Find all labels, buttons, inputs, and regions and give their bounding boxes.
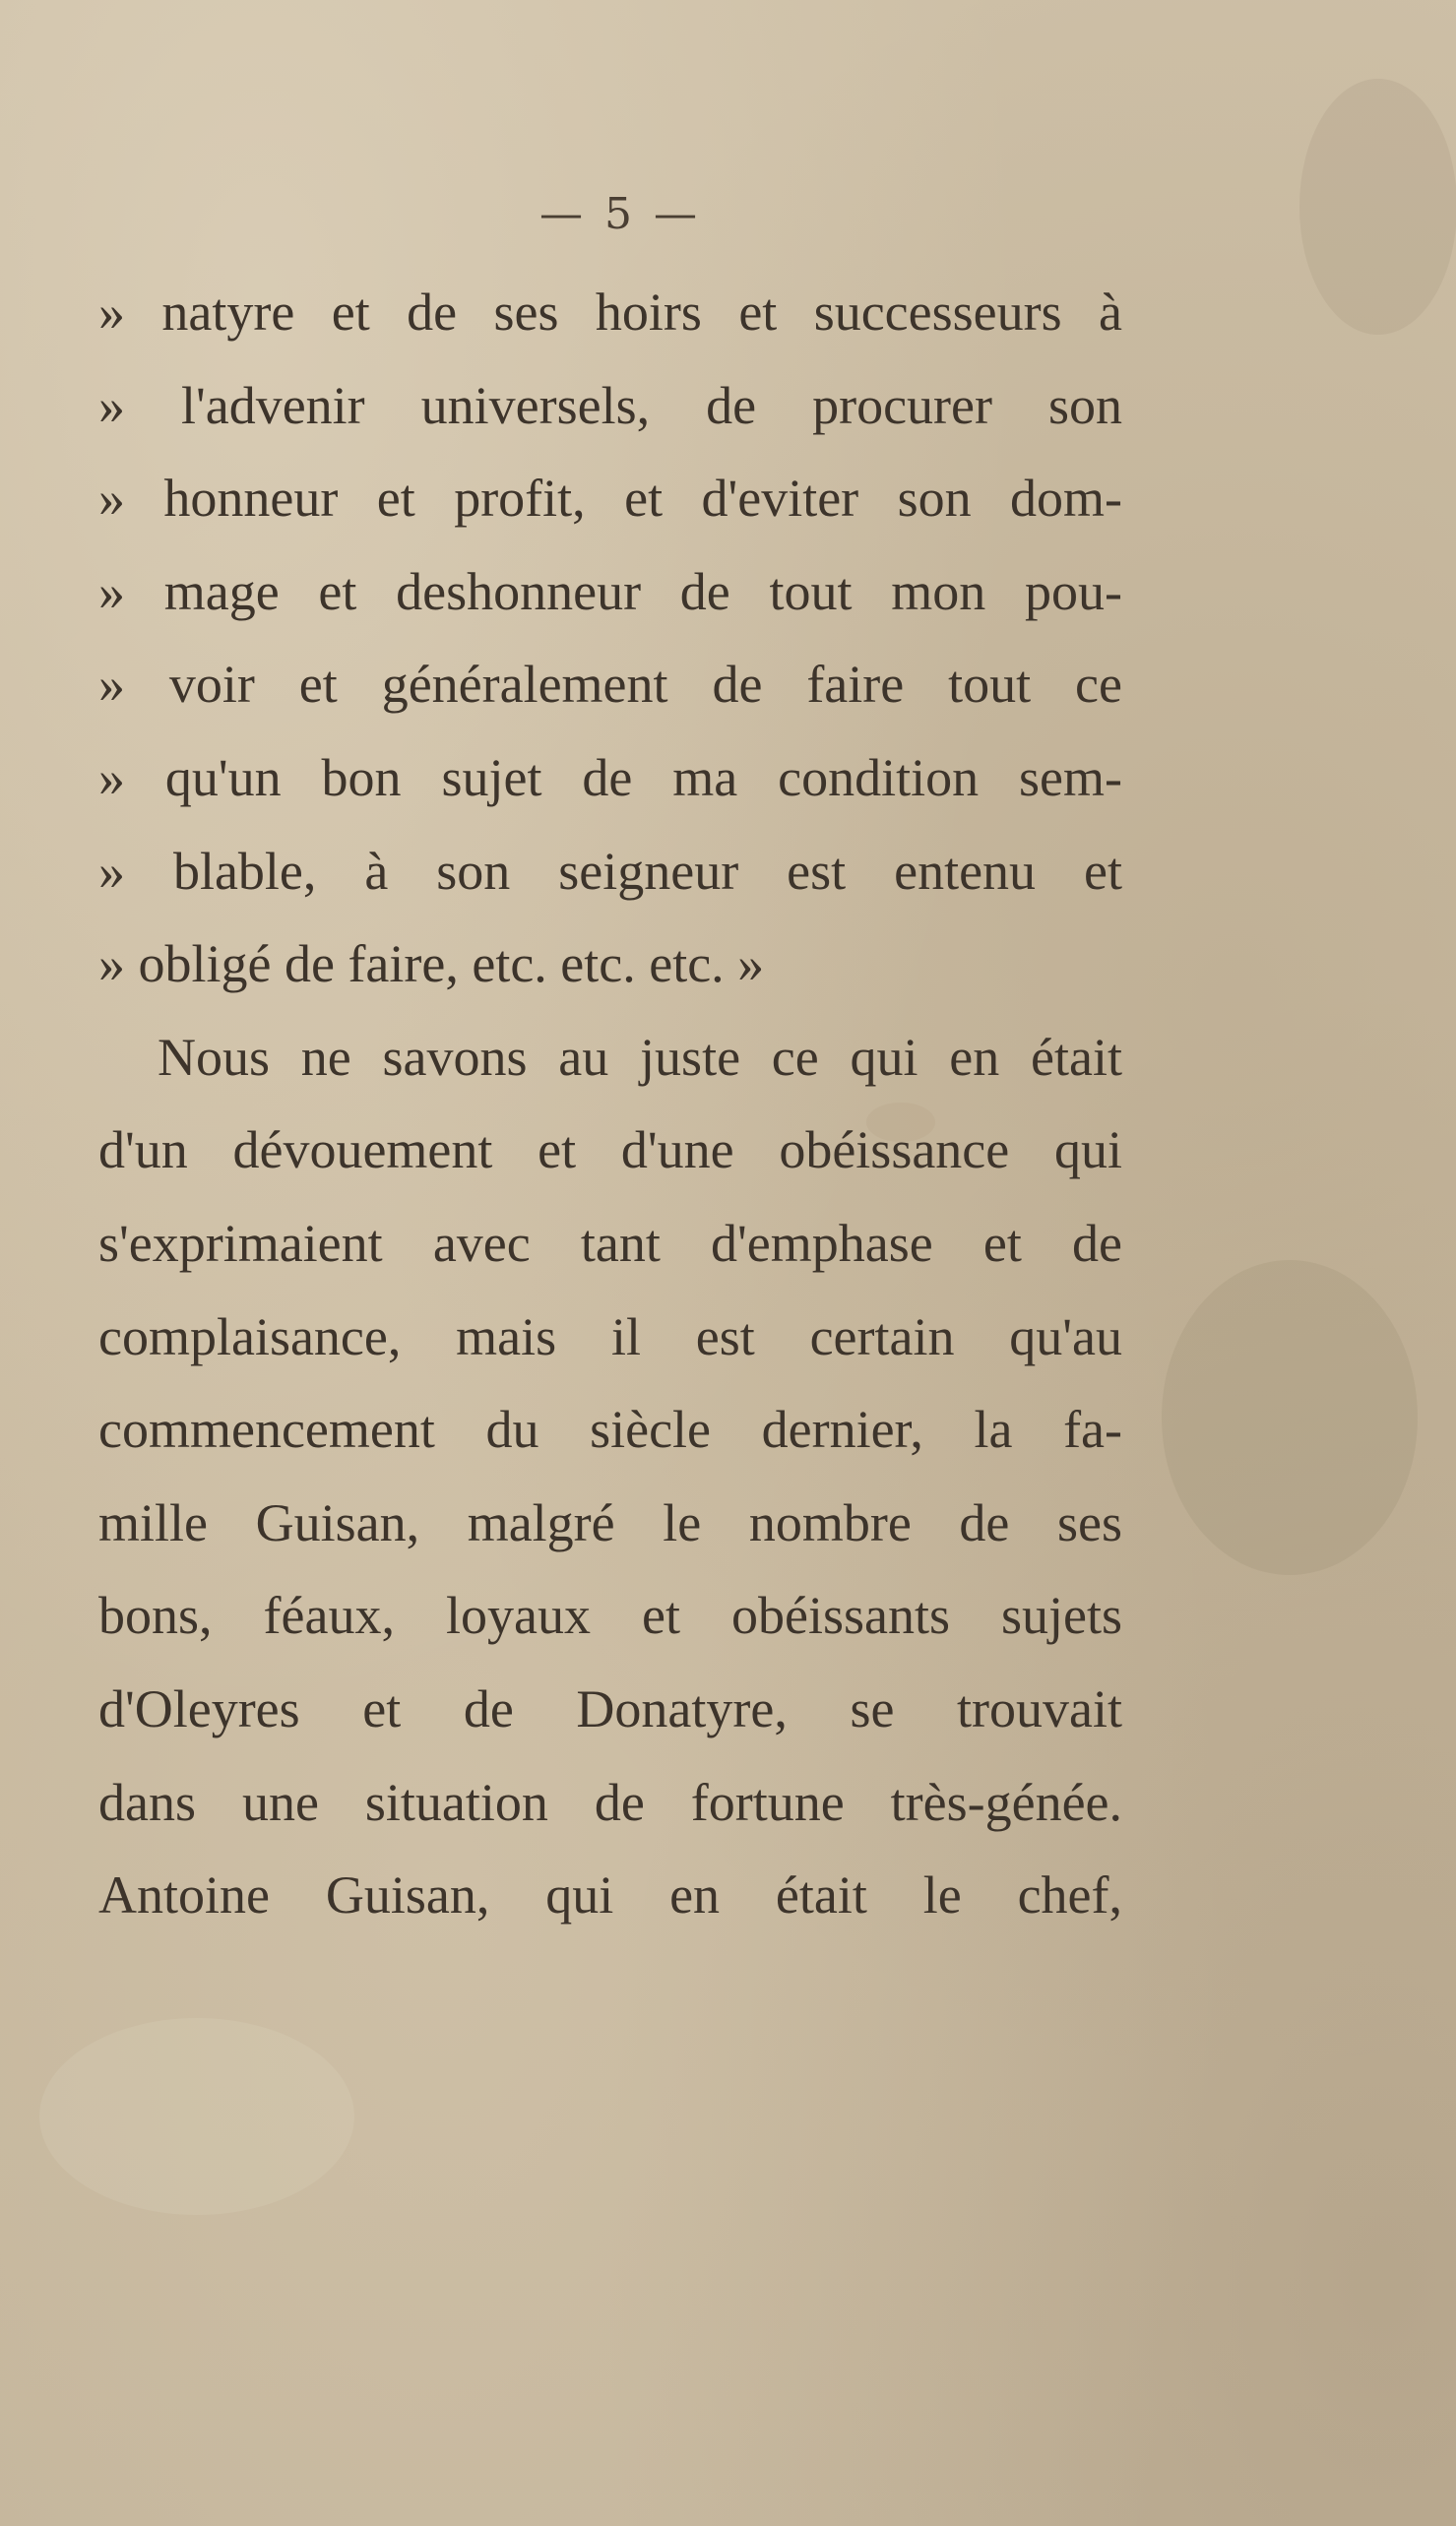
text-line: » honneur et profit, et d'eviter son dom-: [98, 469, 1122, 529]
text-line: » voir et généralement de faire tout ce: [98, 655, 1122, 715]
text-line: s'exprimaient avec tant d'emphase et de: [98, 1213, 1122, 1273]
paper-stain: [39, 2018, 354, 2215]
paper-stain: [1299, 79, 1456, 335]
text-line: » natyre et de ses hoirs et successeurs à: [98, 283, 1122, 342]
text-line: » mage et deshonneur de tout mon pou-: [98, 561, 1122, 621]
text-line: » l'advenir universels, de procurer son: [98, 375, 1122, 435]
text-line: d'Oleyres et de Donatyre, se trouvait: [98, 1678, 1122, 1738]
text-line: mille Guisan, malgré le nombre de ses: [98, 1492, 1122, 1552]
text-line: complaisance, mais il est certain qu'au: [98, 1306, 1122, 1366]
text-line: commencement du siècle dernier, la fa-: [98, 1400, 1122, 1460]
text-line: Nous ne savons au juste ce qui en était: [158, 1027, 1122, 1087]
text-line: » blable, à son seigneur est entenu et: [98, 841, 1122, 901]
page-number: — 5 —: [539, 189, 701, 239]
body-text: [98, 266, 1122, 1942]
text-line: d'un dévouement et d'une obéissance qui: [98, 1120, 1122, 1180]
paper-stain: [1162, 1260, 1418, 1575]
text-line: Antoine Guisan, qui en était le chef,: [98, 1865, 1122, 1926]
text-line: dans une situation de fortune très-génée.: [98, 1772, 1122, 1832]
text-line: » obligé de faire, etc. etc. etc. »: [98, 934, 765, 994]
text-line: bons, féaux, loyaux et obéissants sujets: [98, 1586, 1122, 1646]
text-line: » qu'un bon sujet de ma condition sem-: [98, 747, 1122, 807]
